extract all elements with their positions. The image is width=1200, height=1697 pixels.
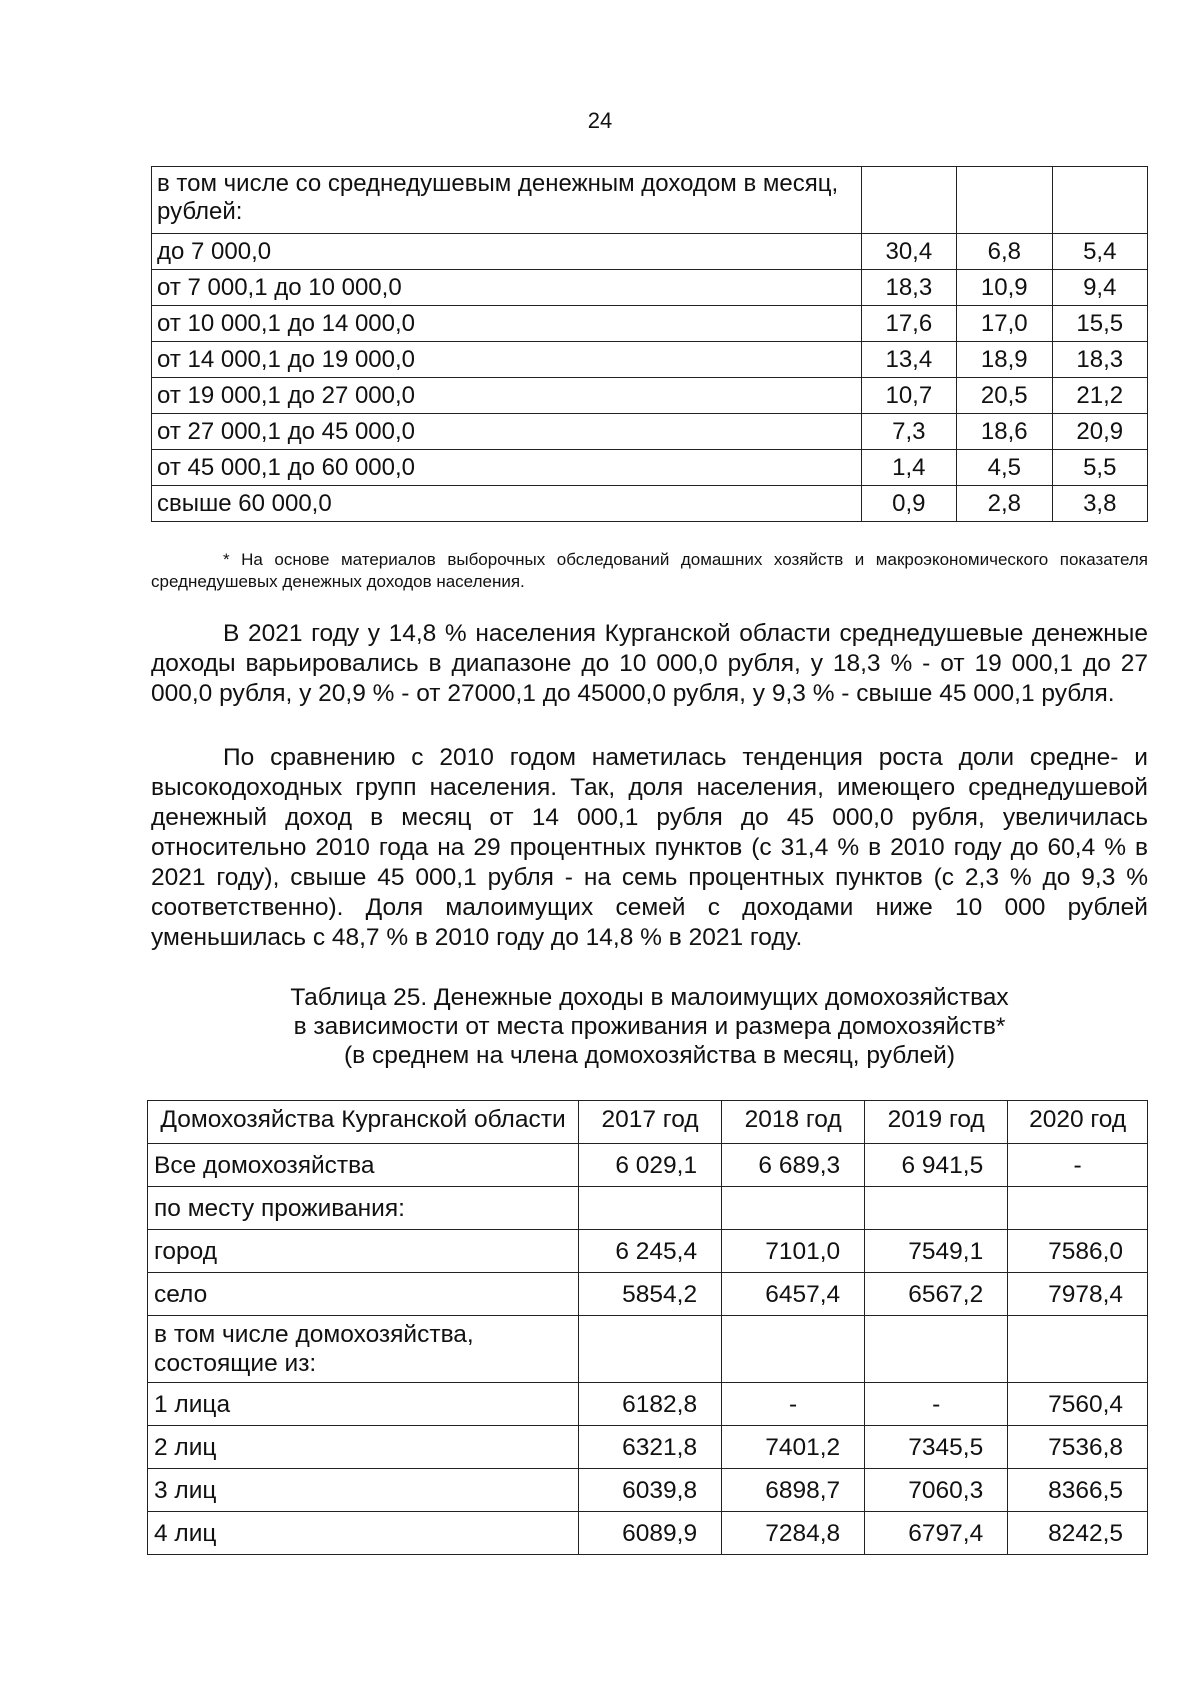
table-cell: 5,5	[1052, 450, 1147, 486]
table-cell: 1,4	[861, 450, 956, 486]
table-cell	[579, 1316, 722, 1383]
table-cell	[865, 1187, 1008, 1230]
table-cell	[722, 1316, 865, 1383]
column-header: 2018 год	[722, 1101, 865, 1144]
column-header: 2020 год	[1008, 1101, 1148, 1144]
table-header-label: в том числе со среднедушевым денежным доходом в месяц, рублей:	[152, 167, 862, 234]
table-cell: 6567,2	[865, 1273, 1008, 1316]
caption-line-2: в зависимости от места проживания и размера домохозяйств*	[293, 1013, 1006, 1040]
table-cell: 21,2	[1052, 378, 1147, 414]
paragraph-income-2021: В 2021 году у 14,8 % населения Курганской области среднедушевые денежные доходы варьировались в диапазоне до 10 000,0 рубля, у 18,3 % - от 19 000,1 до 27 000,0 рубля, у 20,9 % - от 27000,1 до 45000,0 рубля, у 9,3 % - свыше 45 000,1 рубля.	[151, 620, 1148, 707]
table-cell: 7401,2	[722, 1426, 865, 1469]
table-cell: 7978,4	[1008, 1273, 1148, 1316]
paragraph-comparison-2010: По сравнению с 2010 годом наметилась тенденция роста доли средне- и высокодоходных групп населения. Так, доля населения, имеющего среднедушевой денежный доход в месяц от 14 000,1 рубля до 45 000,0 рубля, увеличилась относительно 2010 года на 29 процентных пунктов (с 31,4 % в 2010 году до 60,4 % в 2021 году), свыше 45 000,1 рубля - на семь процентных пунктов (с 2,3 % до 9,3 % соответственно). Доля малоимущих семей с доходами ниже 10 000 рублей уменьшилась с 48,7 % в 2010 году до 14,8 % в 2021 году.	[151, 744, 1148, 951]
table-cell: 2,8	[957, 486, 1052, 522]
table-cell	[865, 1316, 1008, 1383]
row-label: от 14 000,1 до 19 000,0	[152, 342, 862, 378]
table-cell: 6321,8	[579, 1426, 722, 1469]
table-cell: 7560,4	[1008, 1383, 1148, 1426]
table-cell: 18,3	[1052, 342, 1147, 378]
table-row	[152, 378, 1148, 414]
table-row	[148, 1383, 1148, 1426]
table-cell: 17,0	[957, 306, 1052, 342]
table-cell: 8366,5	[1008, 1469, 1148, 1512]
row-label: от 7 000,1 до 10 000,0	[152, 270, 862, 306]
table-row	[152, 486, 1148, 522]
row-label: 2 лиц	[148, 1426, 579, 1469]
table-row	[148, 1316, 1148, 1383]
table-cell: 6182,8	[579, 1383, 722, 1426]
table-row	[148, 1426, 1148, 1469]
table-cell: 5,4	[1052, 234, 1147, 270]
row-label: город	[148, 1230, 579, 1273]
table-cell: 7,3	[861, 414, 956, 450]
table-cell: 20,9	[1052, 414, 1147, 450]
table-cell: 6,8	[957, 234, 1052, 270]
page-number: 24	[587, 108, 613, 133]
table-row	[148, 1230, 1148, 1273]
caption-line-3: (в среднем на члена домохозяйства в месяц, рублей)	[344, 1042, 955, 1069]
table-cell: 7284,8	[722, 1512, 865, 1555]
table-cell: 9,4	[1052, 270, 1147, 306]
table-cell: 6039,8	[579, 1469, 722, 1512]
column-header: 2019 год	[865, 1101, 1008, 1144]
row-label: от 10 000,1 до 14 000,0	[152, 306, 862, 342]
row-label: от 27 000,1 до 45 000,0	[152, 414, 862, 450]
row-label: село	[148, 1273, 579, 1316]
table-cell: 4,5	[957, 450, 1052, 486]
row-label: до 7 000,0	[152, 234, 862, 270]
table-cell: 7549,1	[865, 1230, 1008, 1273]
table-cell	[1008, 1187, 1148, 1230]
table-header-row	[148, 1101, 1148, 1144]
table-cell: -	[1008, 1144, 1148, 1187]
table-row	[148, 1469, 1148, 1512]
table-row	[152, 306, 1148, 342]
row-label: Все домохозяйства	[148, 1144, 579, 1187]
income-distribution-table	[151, 166, 1148, 522]
table-cell: 7060,3	[865, 1469, 1008, 1512]
table-cell: 5854,2	[579, 1273, 722, 1316]
table-cell: 13,4	[861, 342, 956, 378]
table-cell: 18,6	[957, 414, 1052, 450]
table-cell: 17,6	[861, 306, 956, 342]
table-row	[148, 1512, 1148, 1555]
table-cell	[1052, 167, 1147, 234]
table-cell: -	[722, 1383, 865, 1426]
row-label: от 19 000,1 до 27 000,0	[152, 378, 862, 414]
table-row	[152, 234, 1148, 270]
table-cell: 6 941,5	[865, 1144, 1008, 1187]
table-cell: 6089,9	[579, 1512, 722, 1555]
row-label: по месту проживания:	[148, 1187, 579, 1230]
table-cell	[579, 1187, 722, 1230]
row-label: в том числе домохозяйства, состоящие из:	[148, 1316, 579, 1383]
table-header-row	[152, 167, 1148, 234]
table-cell: 8242,5	[1008, 1512, 1148, 1555]
table-cell: 15,5	[1052, 306, 1147, 342]
table-cell	[722, 1187, 865, 1230]
table-cell: 6797,4	[865, 1512, 1008, 1555]
table-cell: 7586,0	[1008, 1230, 1148, 1273]
row-label: свыше 60 000,0	[152, 486, 862, 522]
table-caption	[151, 983, 1148, 1070]
row-label: 1 лица	[148, 1383, 579, 1426]
table-row	[152, 414, 1148, 450]
table-cell	[1008, 1316, 1148, 1383]
table-row	[148, 1273, 1148, 1316]
table-cell: 6 689,3	[722, 1144, 865, 1187]
table-row	[152, 270, 1148, 306]
footnote	[151, 549, 1148, 593]
table-cell: 18,3	[861, 270, 956, 306]
table-cell: 10,9	[957, 270, 1052, 306]
table-row	[152, 342, 1148, 378]
row-label: 4 лиц	[148, 1512, 579, 1555]
table-cell: 6898,7	[722, 1469, 865, 1512]
table-cell: -	[865, 1383, 1008, 1426]
table-cell: 7345,5	[865, 1426, 1008, 1469]
table-cell: 0,9	[861, 486, 956, 522]
table-cell: 7536,8	[1008, 1426, 1148, 1469]
table-cell: 18,9	[957, 342, 1052, 378]
table-cell	[957, 167, 1052, 234]
column-header: 2017 год	[579, 1101, 722, 1144]
table-cell: 3,8	[1052, 486, 1147, 522]
row-label: 3 лиц	[148, 1469, 579, 1512]
table-cell: 7101,0	[722, 1230, 865, 1273]
table-cell: 6 245,4	[579, 1230, 722, 1273]
table-cell: 20,5	[957, 378, 1052, 414]
column-header: Домохозяйства Курганской области	[148, 1101, 579, 1144]
table-cell	[861, 167, 956, 234]
row-label: от 45 000,1 до 60 000,0	[152, 450, 862, 486]
table-cell: 6 029,1	[579, 1144, 722, 1187]
table-row	[152, 450, 1148, 486]
table-row	[148, 1187, 1148, 1230]
footnote-text: * На основе материалов выборочных обследований домашних хозяйств и макроэкономического показателя среднедушевых денежных доходов населения.	[151, 550, 1148, 591]
caption-line-1: Таблица 25. Денежные доходы в малоимущих домохозяйствах	[290, 984, 1009, 1011]
table-cell: 10,7	[861, 378, 956, 414]
household-income-table	[147, 1100, 1148, 1555]
table-row	[148, 1144, 1148, 1187]
table-cell: 6457,4	[722, 1273, 865, 1316]
table-cell: 30,4	[861, 234, 956, 270]
